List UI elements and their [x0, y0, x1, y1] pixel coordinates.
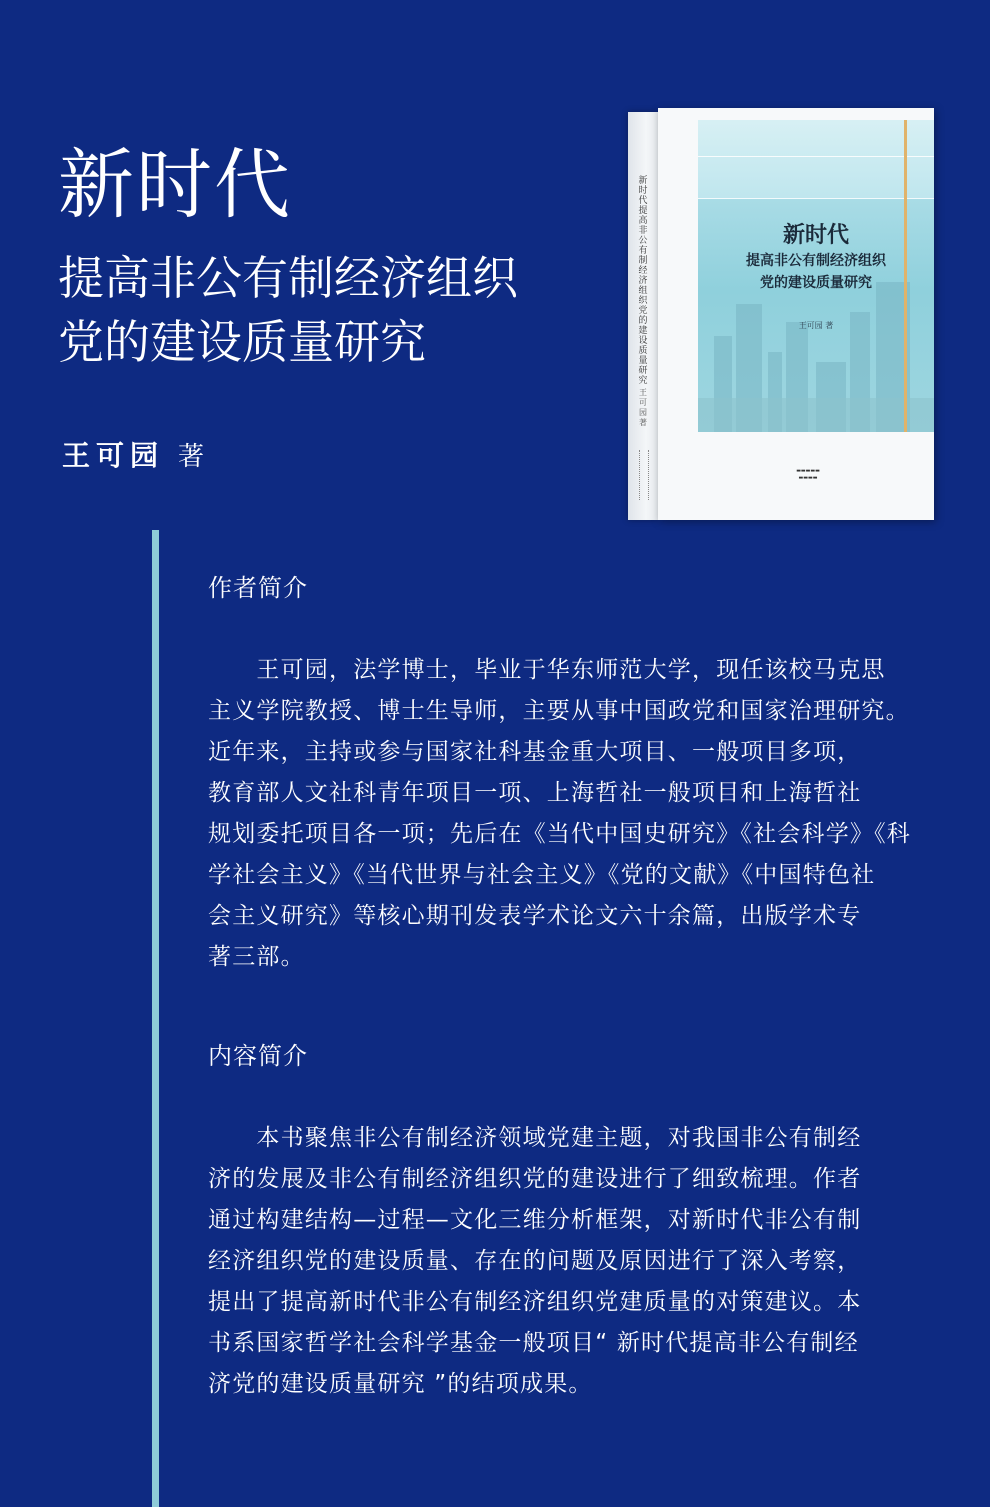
- book-cover-image: [628, 108, 934, 520]
- text-line: 王可园，法学博士，毕业于华东师范大学，现任该校马克思: [208, 657, 886, 683]
- cover-divider: [698, 156, 934, 157]
- content-intro-heading: 内容简介: [208, 1042, 308, 1070]
- cover-title-sub: 党的建设质量研究: [760, 275, 872, 291]
- text-line: 学社会主义》《当代世界与社会主义》《党的文献》《中国特色社: [208, 862, 876, 888]
- author-name: 王可园: [62, 439, 165, 472]
- book-author: [62, 436, 204, 477]
- spine-title: 新时代提高非公有制经济组织党的建设质量研究: [638, 176, 648, 386]
- text-line: 会主义研究》等核心期刊发表学术论文六十余篇，出版学术专: [208, 903, 862, 929]
- book-subtitle: [58, 246, 518, 374]
- author-role: 著: [178, 442, 205, 472]
- cover-divider: [698, 198, 934, 199]
- cover-title: [698, 220, 934, 294]
- text-line: 济的发展及非公有制经济组织党的建设进行了细致梳理。作者: [208, 1166, 862, 1192]
- cover-title-main: 新时代: [782, 222, 849, 248]
- book-spine: [628, 112, 658, 520]
- author-intro-text: [208, 650, 911, 978]
- city-ground: [698, 398, 934, 432]
- content-intro-text: [208, 1118, 902, 1405]
- text-line: 通过构建结构—过程—文化三维分析框架，对新时代非公有制: [208, 1207, 862, 1233]
- book-front-cover: [658, 108, 934, 520]
- text-line: 经济组织党的建设质量、存在的问题及原因进行了深入考察，: [208, 1248, 862, 1274]
- cover-band-top: [698, 120, 934, 198]
- text-line: 书系国家哲学社会科学基金一般项目“ 新时代提高非公有制经: [208, 1330, 859, 1356]
- spine-author: 王可园著: [639, 388, 647, 427]
- text-line: 近年来，主持或参与国家社科基金重大项目、一般项目多项，: [208, 739, 862, 765]
- cover-title-sub: 提高非公有制经济组织: [746, 253, 886, 269]
- subtitle-line: 提高非公有制经济组织: [58, 251, 518, 305]
- cover-publisher-mark: ▬▬▬▬▬ ▬▬▬▬: [796, 468, 820, 481]
- text-line: 主义学院教授、博士生导师，主要从事中国政党和国家治理研究。: [208, 698, 910, 724]
- vertical-accent-bar: [152, 530, 159, 1507]
- text-line: 本书聚焦非公有制经济领域党建主题，对我国非公有制经: [208, 1125, 862, 1151]
- cover-author: 王可园 著: [798, 321, 834, 330]
- book-title: 新时代: [58, 140, 292, 229]
- text-line: 提出了提高新时代非公有制经济组织党建质量的对策建议。本: [208, 1289, 862, 1315]
- text-line: 规划委托项目各一项；先后在《当代中国史研究》《社会科学》《科: [208, 821, 911, 847]
- spine-publisher-mark: [639, 450, 649, 500]
- text-line: 教育部人文社科青年项目一项、上海哲社一般项目和上海哲社: [208, 780, 862, 806]
- text-line: 著三部。: [208, 944, 305, 970]
- subtitle-line: 党的建设质量研究: [58, 315, 426, 369]
- text-line: 济党的建设质量研究 ”的结项成果。: [208, 1371, 593, 1397]
- author-intro-heading: 作者简介: [208, 574, 308, 602]
